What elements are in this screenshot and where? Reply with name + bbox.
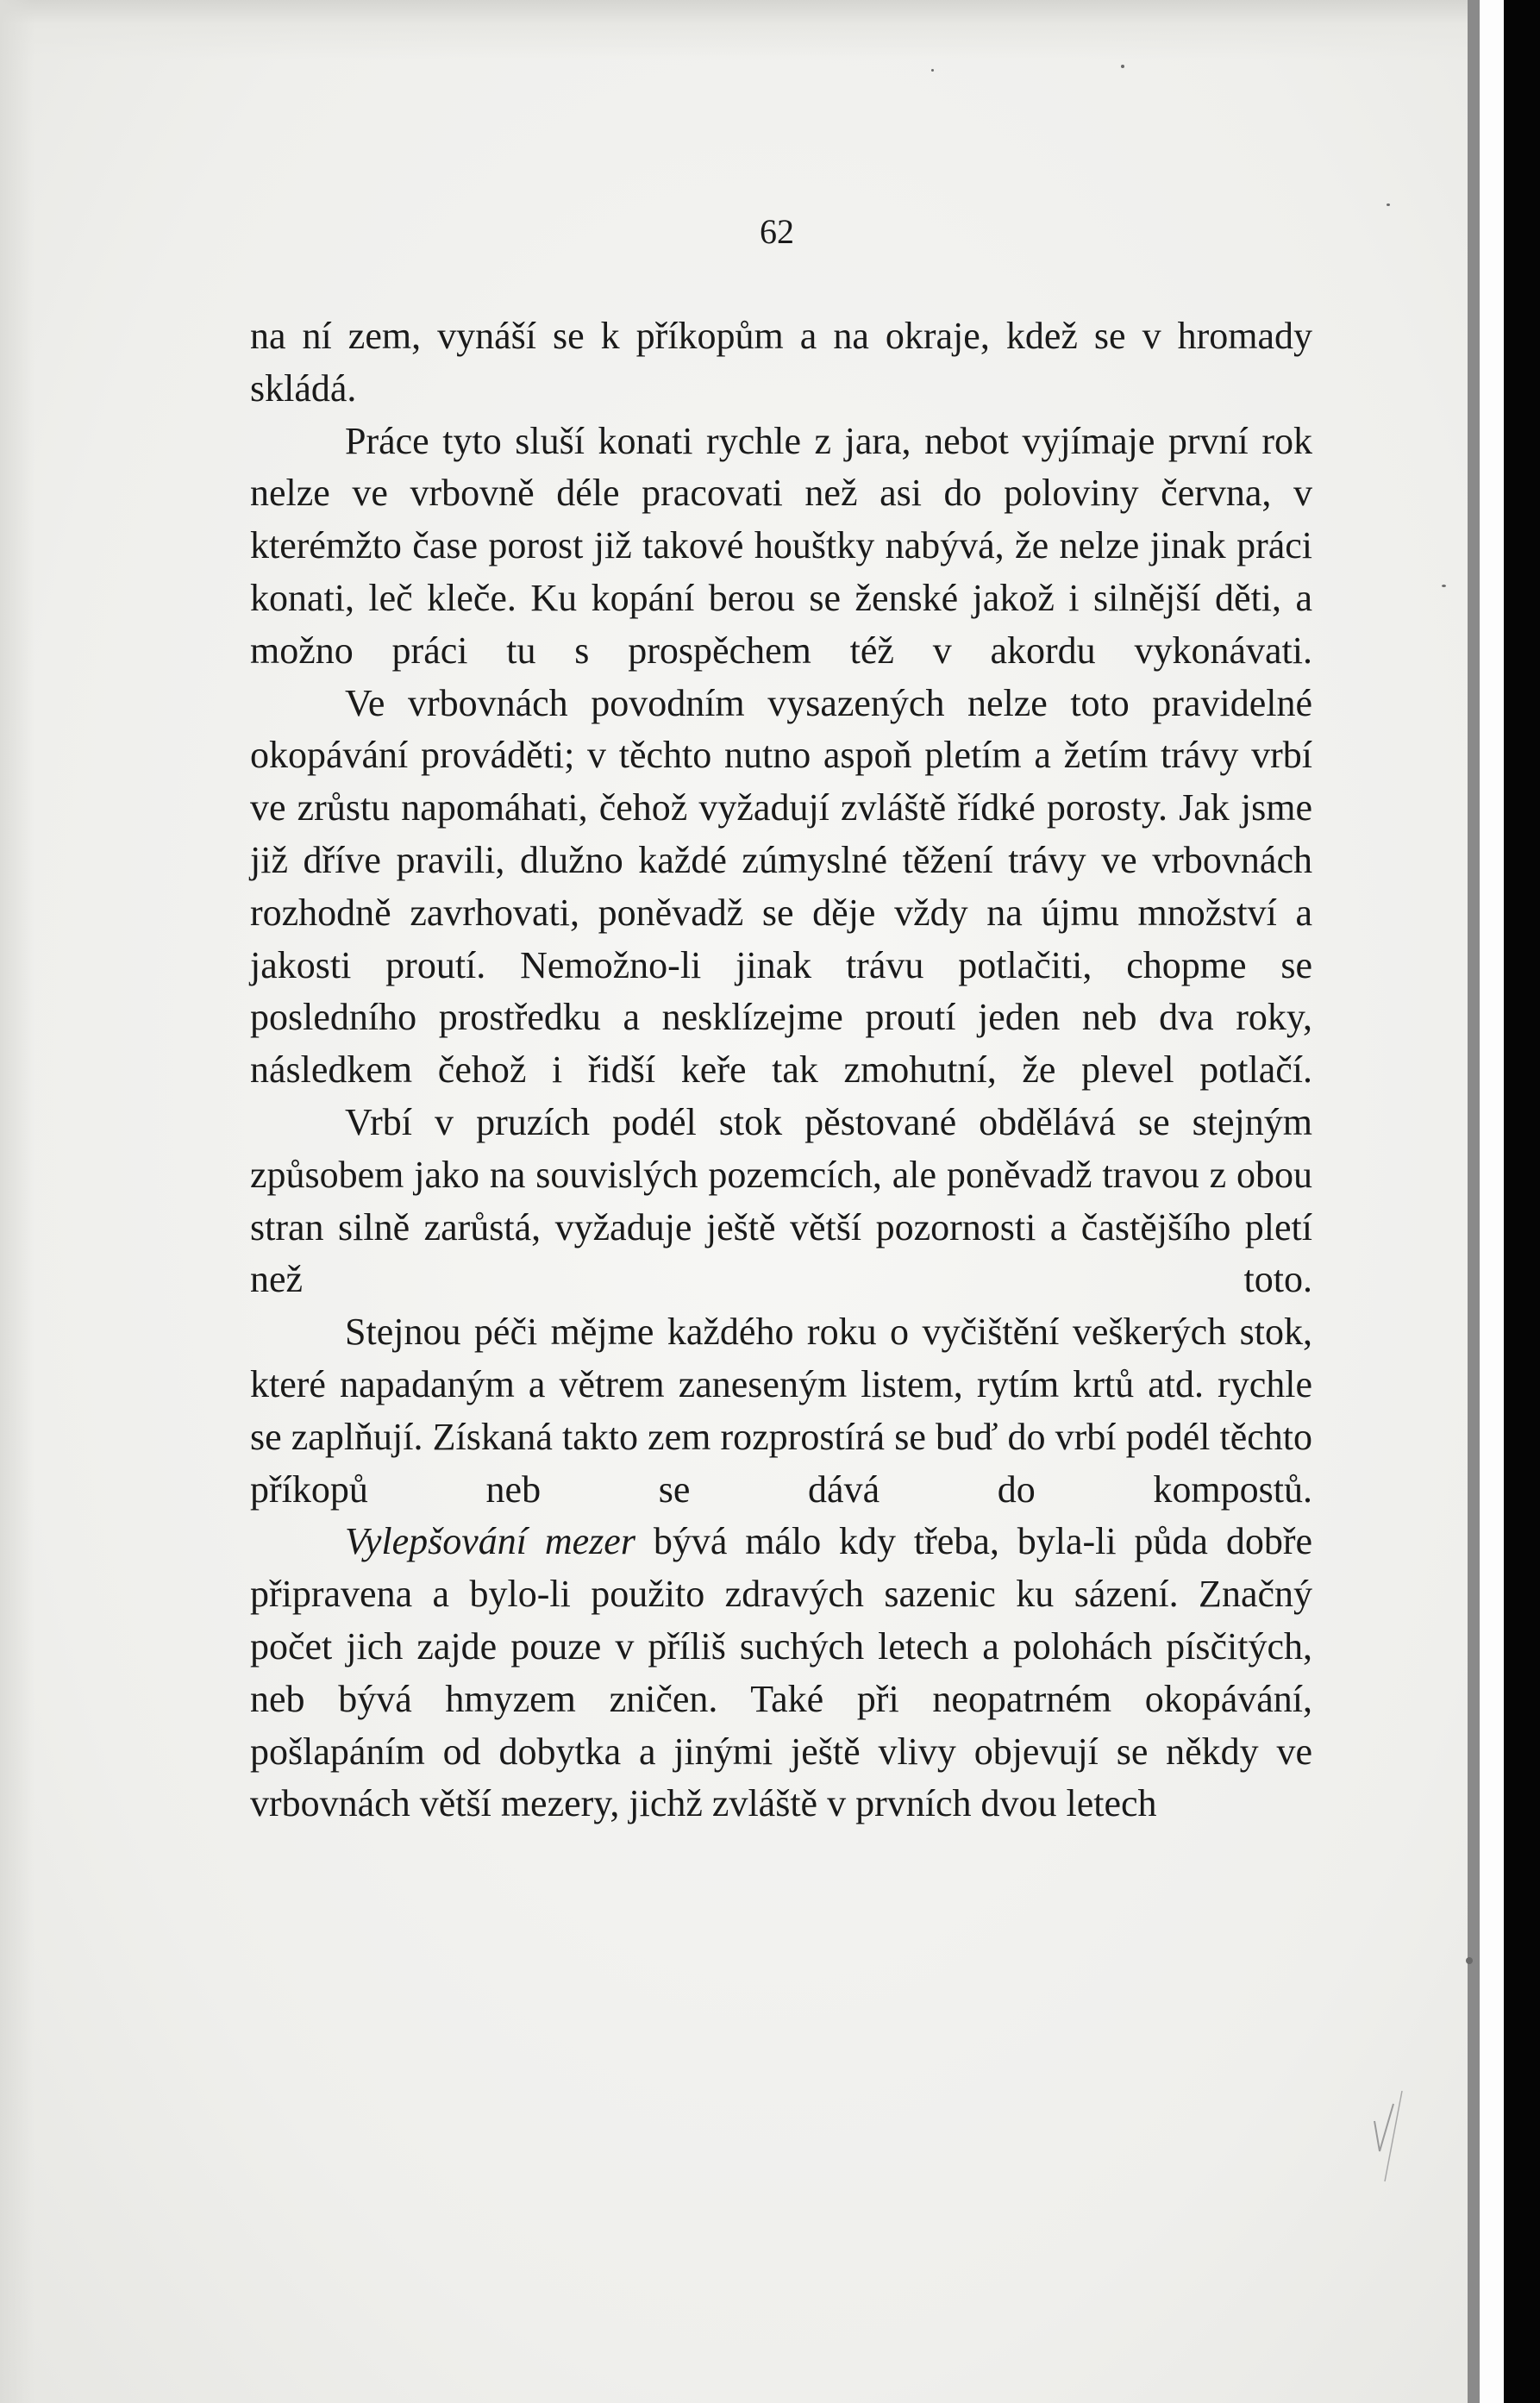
scan-speck	[1442, 585, 1446, 587]
scan-gutter-gray	[1468, 0, 1480, 2403]
paragraph-3: Ve vrbovnách povodním vysazených nelze toto pravidelné okopávání prováděti; v těchto nutno aspoň pletím a žetím trávy vrbí ve zrůstu napomáhati, čehož vyžadují zvláště řídké porosty. Jak jsme již dříve pravili, dlužno každé zúmyslné těžení trávy ve vrbovnách rozhodně zavrhovati, poněvadž se děje vždy na újmu množství a jakosti proutí. Nemožno-li jinak trávu potlačiti, chopme se posledního prostředku a nesklízejme proutí jeden neb dva roky, následkem čehož i řidší keře tak zmohutní, že plevel potlačí.	[250, 681, 1312, 1092]
paragraph-2: Práce tyto sluší konati rychle z jara, nebot vyjímaje první rok nelze ve vrbovně déle pracovati než asi do poloviny června, v kterémžto čase porost již takové houštky nabývá, že nelze jinak práci konati, leč kleče. Ku kopání berou se ženské jakož i silnější děti, a možno práci tu s prospěchem též v akordu vykonávati.	[250, 419, 1312, 672]
scan-left-shadow	[0, 0, 34, 2403]
body-text	[250, 310, 1312, 1830]
paragraph-4: Vrbí v pruzích podél stok pěstované obdělává se stejným způsobem jako na souvislých pozemcích, ale poněvadž travou z obou stran silně zarůstá, vyžaduje ještě větší pozornosti a častějšího pletí než toto.	[250, 1100, 1312, 1301]
paragraph-6-text: bývá málo kdy třeba, byla-li půda dobře připravena a bylo-li použito zdravých sazenic ku sázení. Značný počet jich zajde pouze v příliš suchých letech a polohách písčitých, neb bývá hmyzem zničen. Také při neopatrném okopávání, pošlapáním od dobytka a jinými ještě vlivy objevují se někdy ve vrbovnách větší mezery, jichž zvláště v prvních dvou letech	[250, 1520, 1313, 1825]
scan-gutter-white	[1480, 0, 1504, 2403]
paragraph-5: Stejnou péči mějme každého roku o vyčištění veškerých stok, které napadaným a větrem zaneseným listem, rytím krtů atd. rychle se zaplňují. Získaná takto zem rozprostírá se buď do vrbí podél těchto příkopů neb se dává do kompostů.	[250, 1311, 1312, 1511]
scan-speck	[931, 69, 934, 72]
scan-top-shadow	[0, 0, 1540, 60]
scan-speck	[1466, 1957, 1473, 1964]
page-number: 62	[760, 212, 794, 251]
paragraph-1: na ní zem, vynáší se k příkopům a na okraje, kdež se v hromady skládá.	[250, 315, 1312, 410]
section-heading: Vylepšování mezer	[345, 1520, 635, 1563]
scan-edge-black	[1504, 0, 1540, 2403]
scan-speck	[1387, 203, 1390, 206]
scan-speck	[1121, 65, 1124, 68]
paragraph-6	[250, 1516, 1312, 1830]
pencil-mark-icon	[1368, 2087, 1411, 2190]
